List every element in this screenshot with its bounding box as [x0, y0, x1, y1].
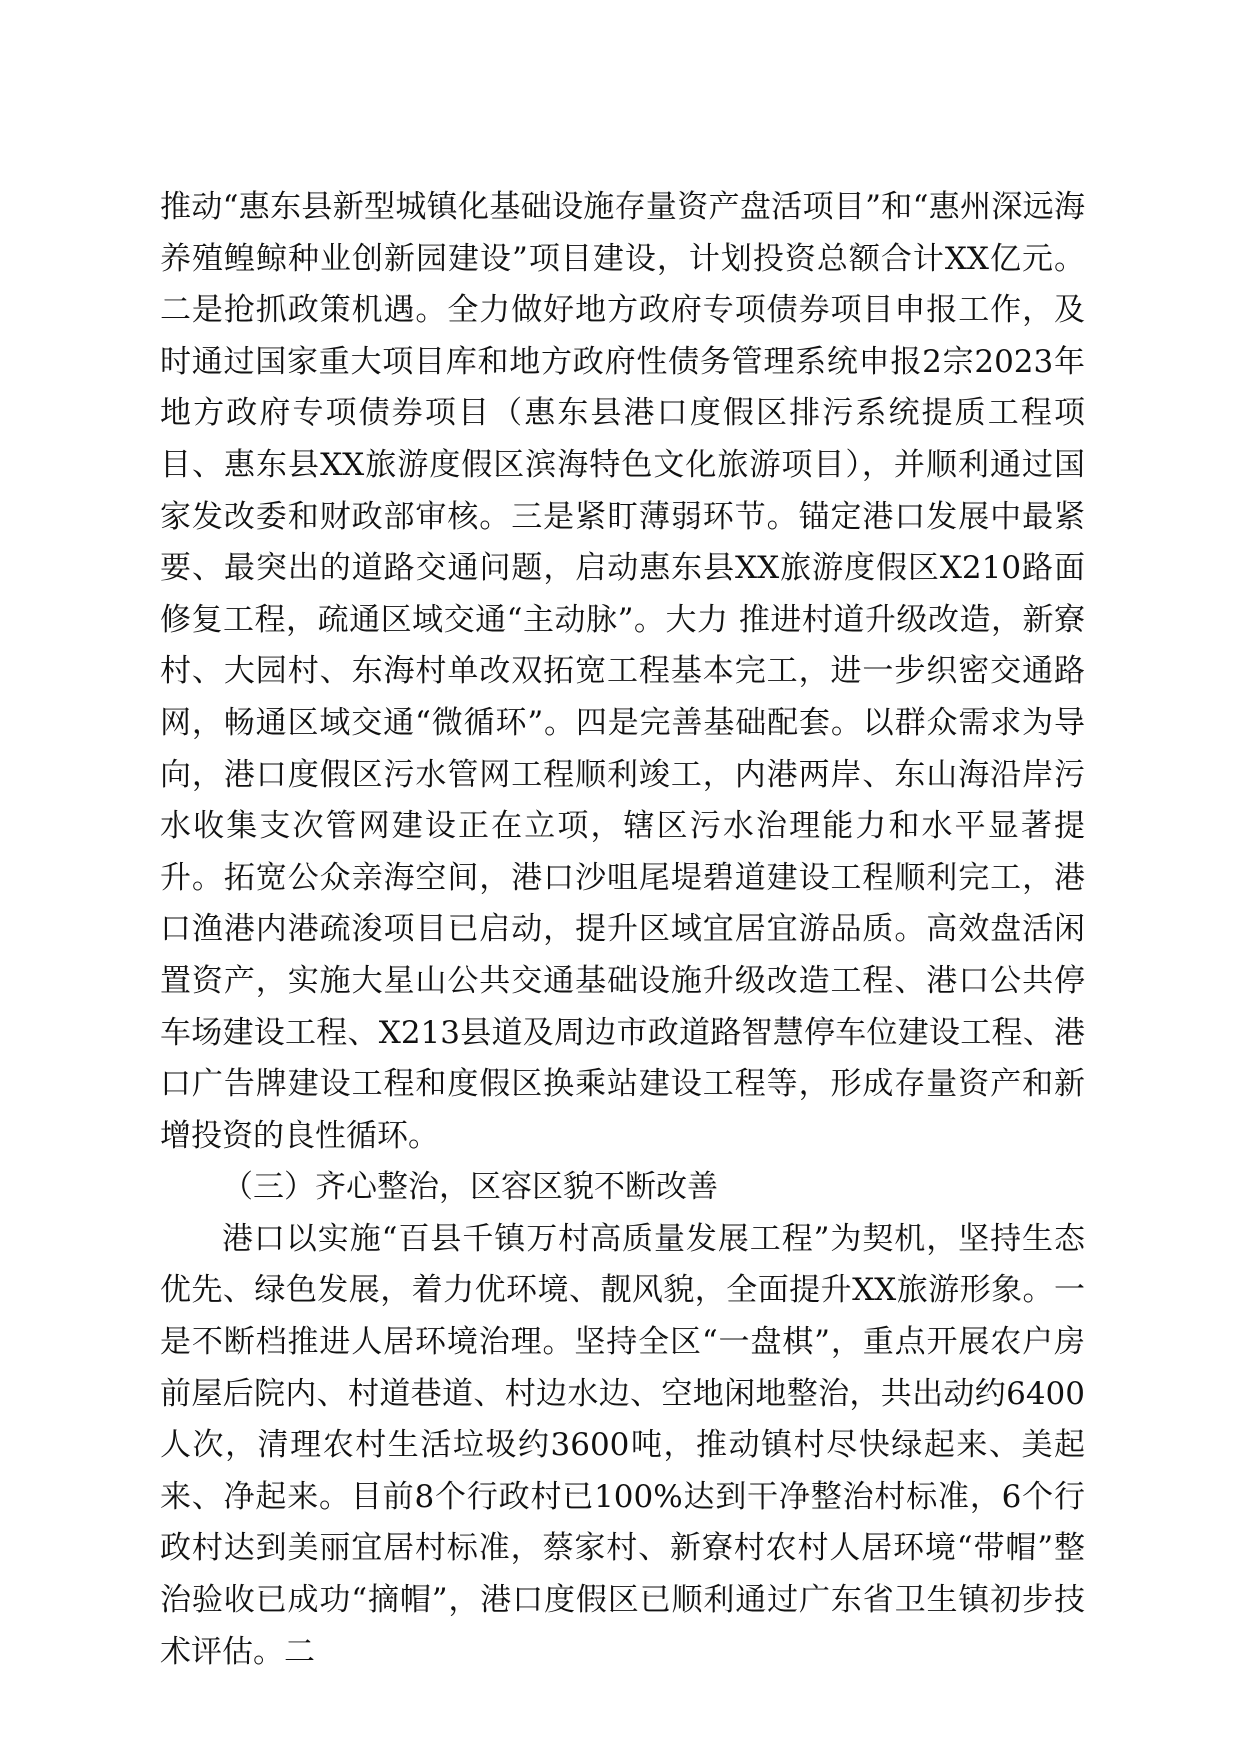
body-paragraph-environment: 港口以实施“百县千镇万村高质量发展工程”为契机，坚持生态优先、绿色发展，着力优环境、靓风貌，全面提升XX旅游形象。一是不断档推进人居环境治理。坚持全区“一盘棋”，重点开展农户房前屋后院内、村道巷道、村边水边、空地闲地整治，共出动约6400人次，清理农村生活垃圾约3600吨，推动镇村尽快绿起来、美起来、净起来。目前8个行政村已100%达到干净整治村标准，6个行政村达到美丽宜居村标准，蔡家村、新寮村农村人居环境“带帽”整治验收已成功“摘帽”，港口度假区已顺利通过广东省卫生镇初步技术评估。二: [160, 1220, 1085, 1670]
body-paragraph-infrastructure: 推动“惠东县新型城镇化基础设施存量资产盘活项目”和“惠州深远海养殖鳇鲸种业创新园建设”项目建设，计划投资总额合计XX亿元。二是抢抓政策机遇。全力做好地方政府专项债券项目申报工作，及时通过国家重大项目库和地方政府性债务管理系统申报2宗2023年地方政府专项债券项目（惠东县港口度假区排污系统提质工程项目、惠东县XX旅游度假区滨海特色文化旅游项目），并顺利通过国家发改委和财政部审核。三是紧盯薄弱环节。锚定港口发展中最紧要、最突出的道路交通问题，启动惠东县XX旅游度假区X210路面修复工程，疏通区域交通“主动脉”。大力 推进村道升级改造，新寮村、大园村、东海村单改双拓宽工程基本完工，进一步织密交通路网，畅通区域交通“微循环”。四是完善基础配套。以群众需求为导向，港口度假区污水管网工程顺利竣工，内港两岸、东山海沿岸污水收集支次管网建设正在立项，辖区污水治理能力和水平显著提升。拓宽公众亲海空间，港口沙咀尾堤碧道建设工程顺利完工，港口渔港内港疏浚项目已启动，提升区域宜居宜游品质。高效盘活闲置资产，实施大星山公共交通基础设施升级改造工程、港口公共停车场建设工程、X213县道及周边市政道路智慧停车位建设工程、港口广告牌建设工程和度假区换乘站建设工程等，形成存量资产和新增投资的良性循环。: [160, 189, 1085, 1154]
document-body: [160, 182, 1085, 1678]
section-heading-3: （三）齐心整治，区容区貌不断改善: [222, 1169, 718, 1206]
